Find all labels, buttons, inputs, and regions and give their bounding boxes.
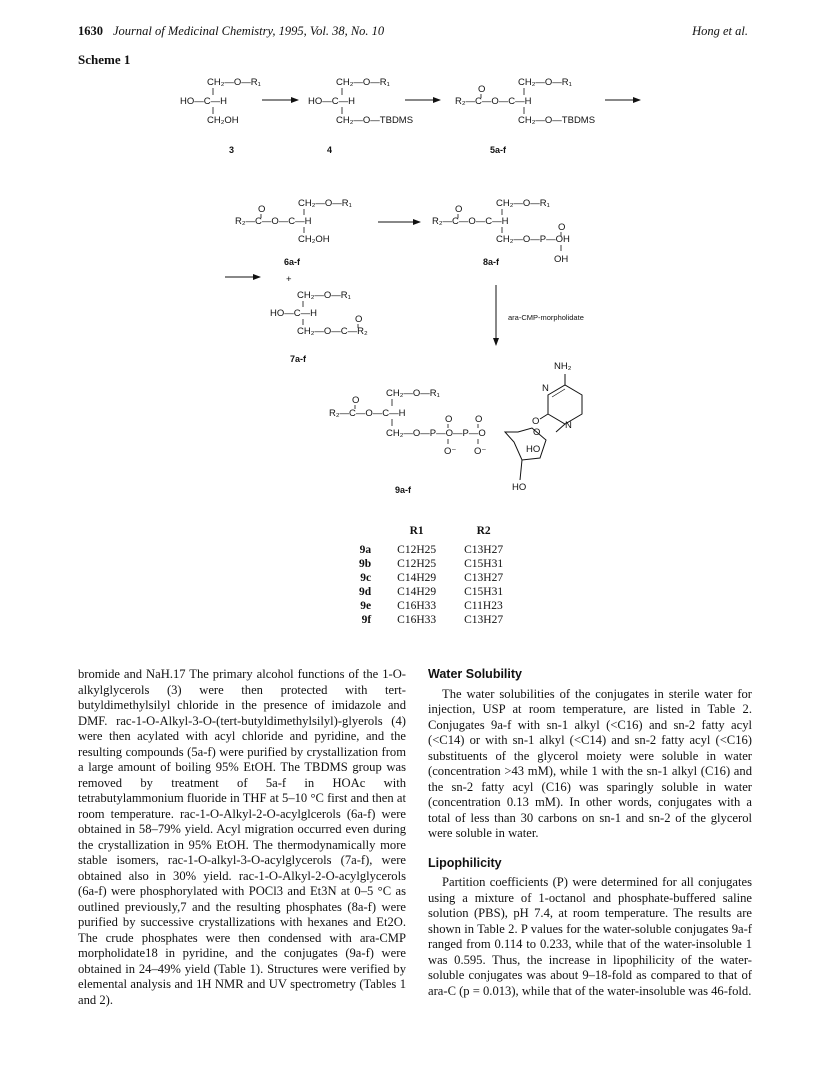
structure-8a-f	[432, 198, 570, 265]
structure-9a-f	[329, 361, 582, 493]
header-r1: R1	[409, 525, 424, 537]
svg-text:O: O	[455, 204, 463, 215]
substituent-table	[345, 525, 517, 627]
svg-text:O⁻: O⁻	[474, 446, 487, 457]
structure-6a-f	[235, 198, 352, 245]
svg-text:CH₂—O—R₁: CH₂—O—R₁	[207, 77, 261, 88]
svg-text:CH₂—O—R₁: CH₂—O—R₁	[496, 198, 550, 209]
svg-text:R₂—C—O—C—H: R₂—C—O—C—H	[235, 216, 312, 227]
compound-id-cell: 9e	[360, 600, 372, 612]
structure-5a-f	[455, 77, 595, 126]
structure-4	[308, 77, 413, 126]
svg-text:CH₂OH: CH₂OH	[298, 234, 330, 245]
compound-id-cell: 9d	[359, 586, 372, 598]
svg-text:O: O	[445, 414, 453, 425]
substituent-rows	[345, 543, 517, 627]
svg-text:CH₂—O—P—O—P—O: CH₂—O—P—O—P—O	[386, 428, 486, 439]
structure-3	[180, 77, 261, 126]
svg-text:OH: OH	[554, 254, 569, 265]
svg-text:O⁻: O⁻	[444, 446, 457, 457]
r1-cell: C14H29	[397, 586, 437, 598]
svg-text:CH₂OH: CH₂OH	[207, 115, 239, 126]
compound-id-cell: 9a	[359, 544, 372, 556]
svg-text:R₂—C—O—C—H: R₂—C—O—C—H	[432, 216, 509, 227]
svg-text:CH₂—O—TBDMS: CH₂—O—TBDMS	[518, 115, 596, 126]
svg-text:CH₂—O—R₁: CH₂—O—R₁	[298, 198, 352, 209]
author-header: Hong et al.	[692, 24, 748, 38]
r1-cell: C16H33	[397, 614, 437, 626]
svg-text:CH₂—O—C—R₂: CH₂—O—C—R₂	[297, 326, 368, 337]
r2-cell: C13H27	[464, 544, 504, 556]
svg-text:R₂—C—O—C—H: R₂—C—O—C—H	[455, 96, 532, 107]
svg-text:R₂—C—O—C—H: R₂—C—O—C—H	[329, 408, 406, 419]
svg-text:O: O	[258, 204, 266, 215]
table-row	[345, 599, 517, 613]
svg-text:N: N	[542, 383, 549, 394]
svg-text:HO—C—H: HO—C—H	[270, 308, 317, 319]
svg-text:HO—C—H: HO—C—H	[180, 96, 227, 107]
section-title-lipophilicity: Lipophilicity	[428, 855, 502, 870]
svg-text:CH₂—O—R₁: CH₂—O—R₁	[386, 388, 440, 399]
compound-label-5a-f: 5a-f	[490, 145, 507, 155]
svg-text:CH₂—O—TBDMS: CH₂—O—TBDMS	[336, 115, 414, 126]
header-r2: R2	[476, 525, 491, 537]
svg-text:NH₂: NH₂	[554, 361, 572, 372]
structure-7a-f	[270, 290, 368, 337]
lipophilicity-paragraph: Partition coefficients (P) were determined for all conjugates using a mixture of 1-octanol and phosphate-buffered saline solution (PBS), pH 7.4, at room temperature. The results are shown in Table 2. P values for the water-soluble conjugates 9a-f ranged from 0.114 to 0.233, while that of the water-insoluble 1 was 0.595. Thus, the increase in lipophilicity of the water-soluble conjugates was about 9–18-fold as compared to that of ara-C (p = 0.013), while that of the water-insoluble was 46-fold.	[428, 875, 752, 998]
svg-text:O: O	[475, 414, 483, 425]
journal-citation: Journal of Medicinal Chemistry, 1995, Vol. 38, No. 10	[113, 24, 385, 38]
page-number: 1630	[78, 24, 103, 38]
r1-cell: C12H25	[397, 544, 437, 556]
table-header-row	[345, 525, 517, 543]
section-title-water-solubility: Water Solubility	[428, 667, 522, 681]
compound-id-cell: 9b	[359, 558, 372, 570]
compound-id-cell: 9c	[360, 572, 372, 584]
compound-label-8a-f: 8a-f	[483, 257, 500, 267]
svg-text:CH₂—O—R₁: CH₂—O—R₁	[297, 290, 351, 301]
svg-text:O: O	[532, 416, 540, 427]
compound-id-cell: 9f	[361, 614, 372, 626]
scheme-title: Scheme 1	[78, 52, 131, 67]
svg-text:CH₂—O—R₁: CH₂—O—R₁	[518, 77, 572, 88]
water-solubility-paragraph: The water solubilities of the conjugates in sterile water for injection, USP at room temperature, are listed in Table 2. Conjugates 9a-f with sn-1 alkyl (<C16) and sn-2 fatty acyl (<C14) or with sn-1 alkyl (<C14) and sn-2 fatty acyl (<C16) substituents of the glycerol moiety were soluble in water (concentration >43 mM), while 1 with the sn-1 alkyl (C16) and the sn-2 fatty acyl (C16) was sparingly soluble in water (concentration 0.13 mM). In other words, conjugates with a total of less than 30 carbons on sn-1 and sn-2 of the glycerol were soluble in water.	[428, 686, 752, 840]
body-paragraph: bromide and NaH.17 The primary alcohol functions of the 1-O-alkylglycerols (3) were then protected with tert-butyldimethylsilyl chloride in the presence of imidazole and DMF. rac-1-O-Alkyl-3-O-(tert-butyldimethylsilyl)-glyerols (4) were then acylated with acyl chloride and pyridine, and the resulting compounds (5a-f) were purified by crystallization from a large amount of boiling 95% EtOH. The TBDMS group was removed by treatment of 5a-f in HOAc with tetrabutylammonium fluoride in THF at 5–10 °C first and then at room temperature. rac-1-O-Alkyl-2-O-acylglcerols (6a-f) were obtained in 58–79% yield. Acyl migration occurred even during the crystallization in 95% EtOH. The thermodynamically more stable isomers, rac-1-O-alkyl-3-O-acylglycerols (7a-f), were obtained also in 30% yield. rac-1-O-Alkyl-2-O-acylglycerols (6a-f) were phosphorylated with POCl3 and Et3N at 0–5 °C as outlined previously,7 and the resulting phosphates (8a-f) were purified by successive crystallizations with hexanes and Et2O. The crude phosphates were then condensed with ara-CMP morpholidate18 in pyridine, and the conjugates (9a-f) were obtained in 24–49% yield (Table 1). Structures were verified by elemental analysis and 1H NMR and UV spectrometry (Tables 1 and 2).	[78, 667, 406, 1007]
table-row	[345, 543, 517, 557]
r1-cell: C16H33	[397, 600, 437, 612]
compound-label-3: 3	[229, 145, 235, 155]
svg-text:O: O	[558, 222, 566, 233]
r2-cell: C15H31	[464, 558, 504, 570]
compound-label-9a-f: 9a-f	[395, 485, 412, 495]
svg-text:O: O	[355, 314, 363, 325]
r1-cell: C12H25	[397, 558, 437, 570]
reaction-scheme	[0, 0, 820, 520]
r2-cell: C11H23	[464, 600, 503, 612]
compound-label-6a-f: 6a-f	[284, 257, 301, 267]
svg-text:O: O	[533, 427, 541, 438]
svg-text:O: O	[352, 395, 360, 406]
compound-label-7a-f: 7a-f	[290, 354, 307, 364]
right-column	[428, 667, 752, 999]
svg-text:O: O	[478, 84, 486, 95]
table-row	[345, 557, 517, 571]
svg-text:CH₂—O—P—OH: CH₂—O—P—OH	[496, 234, 570, 245]
reagent-label: ara-CMP-morpholidate	[508, 313, 584, 322]
r2-cell: C13H27	[464, 572, 504, 584]
table-row	[345, 585, 517, 599]
svg-text:HO: HO	[512, 482, 527, 493]
table-row	[345, 613, 517, 627]
r2-cell: C13H27	[464, 614, 504, 626]
svg-text:CH₂—O—R₁: CH₂—O—R₁	[336, 77, 390, 88]
svg-text:+: +	[286, 274, 292, 285]
svg-text:HO—C—H: HO—C—H	[308, 96, 355, 107]
svg-text:N: N	[565, 420, 572, 431]
svg-text:HO: HO	[526, 444, 541, 455]
left-column	[78, 667, 406, 1008]
compound-label-4: 4	[327, 145, 333, 155]
r1-cell: C14H29	[397, 572, 437, 584]
r2-cell: C15H31	[464, 586, 504, 598]
table-row	[345, 571, 517, 585]
